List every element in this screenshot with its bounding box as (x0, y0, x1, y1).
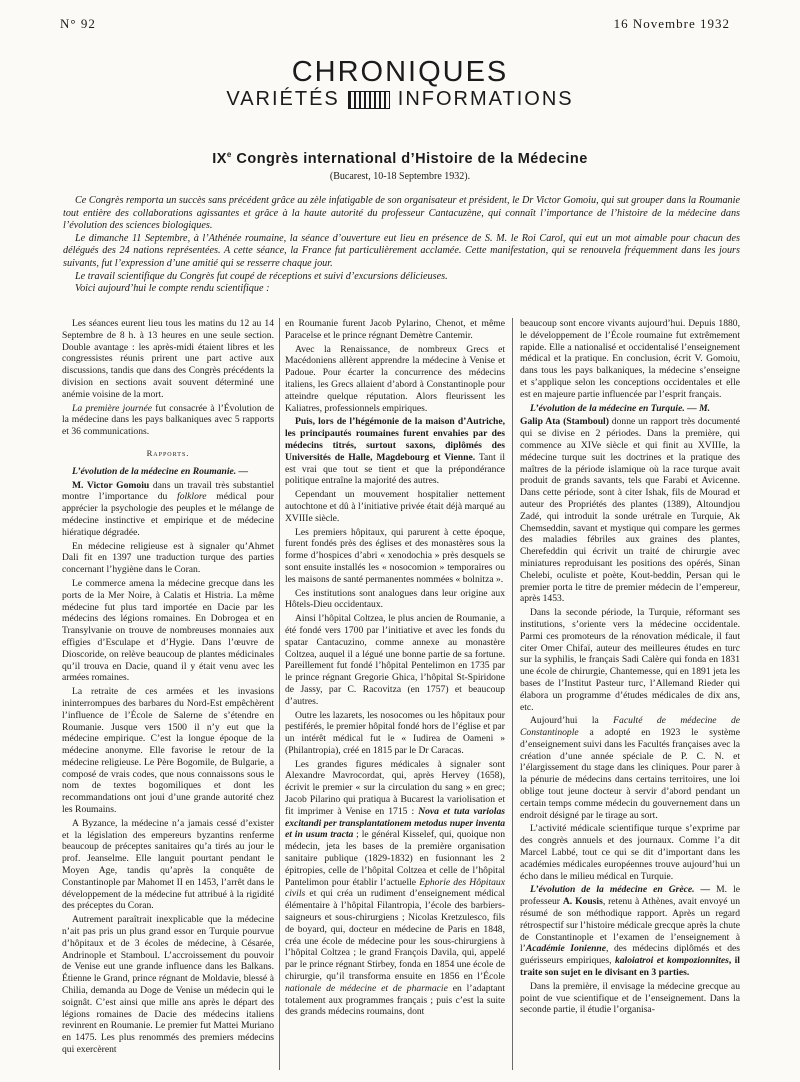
text-run: donne un rapport très documenté qui se divise en 2 périodes. Dans la première, qui commence au XIVe siècle et qui finit au XVIIIe, la médecine turque suit les doctrines et la pratique des maîtres de la période islamique où la race turque avait produit de grands savants, tels que Farabi et Avicenne. Dans cette période, sont à citer Ishak, fils de Mourad et auteur des Propriétés des plantes (1389), Altoundjou Zadé, qui introduit la sonde urétrale en Turquie, Ak Chemseddin, savant et mystique qui compare les germes des maladies fébriles aux graines des plantes, Cherefeddin qui écrivit un traité de chirurgie avec miniatures reproduisant les positions des opérés, Sinan Chelebi, oculiste et poète, Kout-beddin, Persan qui le premier porta le titre de premier médecin de l’empereur, après 1453. (520, 416, 740, 605)
paragraph (62, 480, 274, 539)
paragraph: Cependant un mouvement hospitalier nettement autochtone et dû à l’initiative privée était déjà marqué au XVIIIe siècle. (285, 489, 505, 524)
paragraph (62, 403, 274, 438)
author-name: M. Victor Gomoiu (72, 479, 150, 491)
paragraph: En médecine religieuse est à signaler qu’Ahmet Dali fit en 1397 une traduction turque des parties concernant l’hygiène dans le Coran. (62, 540, 274, 576)
author-name: Galip Ata (Stamboul) (520, 416, 609, 428)
emphasis: Ephorie des Hôpitaux civils (285, 876, 505, 900)
issue-date: 16 Novembre 1932 (613, 16, 730, 31)
paragraph (520, 884, 740, 978)
paragraph: L’activité médicale scientifique turque s’exprime par des congrès annuels et des journaux. Comme l’a dit Marcel Labbé, tout ce qui se dit d’important dans les académies médicales européennes trouve aujourd’hui un écho dans le milieu médical en Turquie. (520, 823, 740, 882)
text-run: , retenu à Athènes, avait envoyé un résumé de son méthodique rapport. Après un regard rétrospectif sur l’histoire médicale grecque après la chute de Constantinople et l’examen de l’enseignement à l’ (520, 896, 740, 955)
article-intro (63, 195, 740, 296)
intro-paragraph: Le travail scientifique du Congrès fut coupé de réceptions et suivi d’excursions délicieuses. (75, 270, 448, 282)
text-run: et qui créa un rudiment d’enseignement médical élémentaire à l’hôpital Filantropia, l’école des barbiers-saigneurs et sous-chirurgiens ; Nicolas Kretzulesco, fils de boyard, qui, docteur en médecine de Paris en 1848, créa une école de médecine pour les sous-chirurgiens à l’hôpital Coltzea ; le grand François Davila, qui, appelé par le prince régnant Stirbey, fonda en 1854 une école de chirurgie, qu’il transforma ensuite en 1856 en l’École (285, 888, 505, 983)
text-run: Les grandes figures médicales à signaler sont Alexandre Mavrocordat, qui, après Hervey (1658), écrivit le premier « sur la circulation du sang » en grec; Jacob Pilarino qui pratiqua à Bucarest la variolisation et fit imprimer à Venise en 1715 : (285, 758, 505, 817)
paragraph: Outre les lazarets, les nosocomes ou les hôpitaux pour pestiférés, le premier hôpital fondé hors de l’église et par un intérêt médical fut le « Iudirea de Oameni » (Philantropia), créé en 1815 par le Dr Caracas. (285, 709, 505, 756)
paragraph: Le commerce amena la médecine grecque dans les ports de la Mer Noire, à Calatis et Histria. La même médecine fut plus tard importée en Dacie par les médecins des légions romaines. En Dobrogea et en Transylvanie on trouve de nombreuses monnaies aux effigies d’Esculape et d’Hygie. Dans l’œuvre de Dioscoride, on relève beaucoup de plantes médicinales qu’il trouva en Dacie, quand il y était venu avec les armées romaines. (62, 577, 274, 684)
emphasis: Faculté de médecine de Constantinople (520, 715, 740, 739)
paragraph (285, 759, 505, 1019)
section-label: Rapports. (146, 447, 190, 458)
column-1 (62, 318, 274, 1070)
paragraph: Avec la Renaissance, de nombreux Grecs et Macédoniens allèrent apprendre la médecine à Venise et Padoue. Pour écarter la concurrence des médecins italiens, les Grecs allaient d’abord à Constantinople pour atteindre quelque réputation. Alors fleurissent les Kaliatres, professionnels empiriques. (285, 343, 505, 414)
emphasis: nationale de médecine et de pharmacie (285, 982, 448, 994)
author-name: A. Kousis (562, 896, 603, 908)
paragraph: La retraite de ces armées et les invasions ininterrompues des barbares du Nord-Est empêchèrent l’influence de l’École de Salerne de s’étendre en Roumanie. Jusque vers 1500 il n’y eut que la médecine empirique. C’est la longue époque de la médecine anonyme. Elle favorise le retour de la médecine religieuse. Le Père Bogomile, de Bulgarie, a composé de vrais codes, que nous connaissons sous le nom de textes bogomiliques et dont les recommandations ont joui d’une grande autorité chez les Roumains. (62, 686, 274, 816)
text-run: ; le général Kisselef, qui, quoique non médecin, jeta les bases de la première organisation sanitaire publique (1829-1832) en fusionnant les 2 épitropies, celle de l’hôpital Coltzea et celle de l’hôpital Pantelimon pour établir l’actuelle (285, 829, 505, 888)
article-title-sup: e (226, 150, 232, 159)
article-title (0, 150, 800, 167)
text-run: Aujourd’hui la (530, 715, 614, 727)
text-run: M. le professeur (520, 884, 740, 908)
masthead-right-word: INFORMATIONS (397, 88, 574, 110)
article-subtitle: (Bucarest, 10-18 Septembre 1932). (329, 171, 471, 182)
text-run: Tant il est vrai que tout se tient et que la prépondérance politique entraîne la majorité des autres. (285, 451, 505, 487)
text-run: fut consacrée à l’Évolution de la médecine dans les pays balkaniques avec 5 rapports et 36 communications. (62, 402, 274, 438)
masthead-subtitle (0, 88, 800, 111)
masthead-title: CHRONIQUES (291, 56, 509, 88)
paragraph (285, 416, 505, 487)
masthead-left-word: VARIÉTÉS (226, 88, 340, 110)
column-2 (285, 318, 505, 1070)
text-run: dans un travail très substantiel montre l’importance du (62, 479, 274, 503)
emphasis: folklore (177, 491, 207, 503)
paragraph: beaucoup sont encore vivants aujourd’hui. Depuis 1880, le développement de l’École roumaine fut extrêmement rapide. Elle a nationalisé et occidentalisé l’enseignement médical et la pratique. En conclusion, écrit V. Gomoiu, dans tous les pays balkaniques, la médecine s’enseigne et s’applique selon les conceptions occidentales et elle est en majeure partie influencée par l’esprit français. (520, 318, 740, 400)
intro-paragraph: Voici aujourd’hui le compte rendu scientifique : (75, 283, 270, 295)
section-heading: L’évolution de la médecine en Roumanie. — (72, 465, 249, 477)
paragraph: Les premiers hôpitaux, qui parurent à cette époque, furent fondés près des églises et des monastères sous la forme d’hospices d’abri « xenodochia » près desquels se sont ensuite installés les « nosocomion » temporaires ou les maisons de santé permanentes nommées « bolnitza ». (285, 526, 505, 585)
emphasis: kaloiatroi et kompozionnites (614, 955, 729, 967)
emphasis: Puis, lors de l’hégémonie de la maison d’Autriche, les principautés roumaines furent envahies par des médecins titrés, surtout saxons, diplômés des Universités de Halle, Magdebourg et Vienne. (285, 416, 505, 463)
text-run: en l’adaptant totalement aux programmes français ; puis c’est la suite des grands médecins roumains, dont (285, 982, 505, 1018)
intro-paragraph: Ce Congrès remporta un succès sans précédent grâce au zèle infatigable de son organisateur et président, le Dr Victor Gomoiu, qui sut grouper dans la Roumanie tout entière des collaborations agissantes et grâce à la haute autorité du professeur Cantacuzène, qui connaît l’importance de l’histoire de la médecine dans l’évolution des sciences biologiques. (63, 195, 740, 232)
paragraph: Les séances eurent lieu tous les matins du 12 au 14 Septembre de 8 h. à 13 heures en une seule section. Double avantage : les après-midi étaient libres et les congressistes réunis prirent une part active aux discussions, tandis que dans des Congrès précédents la division en sections avait souvent déterminé une anémie voisine de la mort. (62, 318, 274, 400)
paragraph: Autrement paraîtrait inexplicable que la médecine n’ait pas pris un plus grand essor en Turquie pourvue d’hôpitaux et de 3 écoles de médecine, à Césarée, Andrinople et Stamboul. L’accroissement du pouvoir de Venise eut une grande influence dans les Balkans. Étienne le Grand, prince régnant de Moldavie, blessé à Chilia, demanda au Doge de Venise un médecin qui le soignât. C’est ainsi que mille ans après le départ des légions romaines de Dacie des médecins italiens revinrent en Roumanie. Le premier fut Mattei Muriano en 1475. Les plus renommés des premiers médecins qui exercèrent (62, 914, 274, 1056)
book-title: Nova et tuta variolas excitandi per transplantationem metodus nuper inventa et in usum tracta (285, 805, 505, 841)
text-run: a adopté en 1923 le système d’enseignement suivi dans les Facultés françaises avec la création d’une année spéciale de P. C. N. et l’élargissement du stage dans les cliniques. Pour parer à la pénurie de médecins dans certains territoires, une loi oblige tout jeune docteur à servir d’abord pendant un certain temps comme médecin du gouvernement dans un endroit désigné par le tirage au sort. (520, 727, 740, 821)
paragraph (520, 715, 740, 821)
article-title-rest: Congrès international d’Histoire de la Médecine (231, 150, 588, 167)
section-heading: L’évolution de la médecine en Turquie. — M. (530, 402, 711, 414)
text-run: , il traite son sujet en le divisant en 3 parties. (520, 955, 740, 979)
paragraph (520, 416, 740, 605)
article-title-prefix: IX (212, 150, 227, 167)
text-run: médical pour apprécier la psychologie des peuples et le mélange de médecine instinctive et empirique et de médecine hiératique dégradée. (62, 491, 274, 538)
paragraph: Ainsi l’hôpital Coltzea, le plus ancien de Roumanie, a été fondé vers 1700 par l’initiative et avec les fonds du spatar Cantacuzino, comme annexe au monastère Coltzea, auquel il a légué une bonne partie de sa fortune. Pareillement fut fondé l’hôpital Pentelimon en 1735 par le prince régnant Gregorie Ghica, l’hôpital St-Spiridone de Jassy, par C. Racovitza (en 1757) et beaucoup d’autres. (285, 613, 505, 707)
column-3 (520, 318, 740, 1070)
paragraph: Ces institutions sont analogues dans leur origine aux Hôtels-Dieu occidentaux. (285, 587, 505, 611)
section-heading: L’évolution de la médecine en Grèce. — (530, 884, 711, 896)
emphasis: La première journée (72, 402, 152, 414)
paragraph: en Roumanie furent Jacob Pylarino, Chenot, et même Paracelse et le prince régnant Demètre Cantemir. (285, 318, 505, 341)
emphasis: Académie Ionienne (525, 943, 607, 955)
column-divider (279, 318, 280, 1070)
intro-paragraph: Le dimanche 11 Septembre, à l’Athénée roumaine, la séance d’ouverture eut lieu en présence de S. M. le Roi Carol, qui eut un mot aimable pour chacun des délégués des 24 nations représentées. A cette séance, la France fut particulièrement acclamée. Cette manifestation, qui se renouvela fréquemment dans les jours suivants, fut l’expression d’une amitié qui se resserre chaque jour. (63, 232, 740, 269)
paragraph: Dans la seconde période, la Turquie, réformant ses institutions, s’oriente vers la médecine occidentale. Parmi ces promoteurs de la rénovation médicale, il faut citer Omer Chifaï, auteur des meilleures études en turc sur la syphilis, le français Sadi Calère qui fonda en 1831 une école de chirurgie, Chantemesse, qui en 1891 jeta les bases de l’Institut Pasteur turc, l’Allemand Rieder qui élabora un programme d’études médicales de dix ans, etc. (520, 607, 740, 713)
text-run: , des médecins diplômés et des guérisseurs empiriques, (520, 943, 740, 967)
paragraph: Dans la première, il envisage la médecine grecque au point de vue scientifique et de l’enseignement. Dans la seconde partie, il étudie l’organisa- (520, 980, 740, 1016)
issue-number: N° 92 (60, 16, 96, 31)
column-divider (512, 318, 513, 1070)
ornament-icon (348, 91, 390, 109)
paragraph: A Byzance, la médecine n’a jamais cessé d’exister et la législation des empereurs byzantins renferme beaucoup de préceptes sanitaires qu’a tirés au jour le prof. Jeanselme. Elle languit pourtant pendant le Moyen Age, tandis qu’après la conquête de Constantinople par Mahomet II en 1453, l’arrêt dans le développement de la médecine fut attribué à la rigidité des préceptes du Coran. (62, 817, 274, 912)
